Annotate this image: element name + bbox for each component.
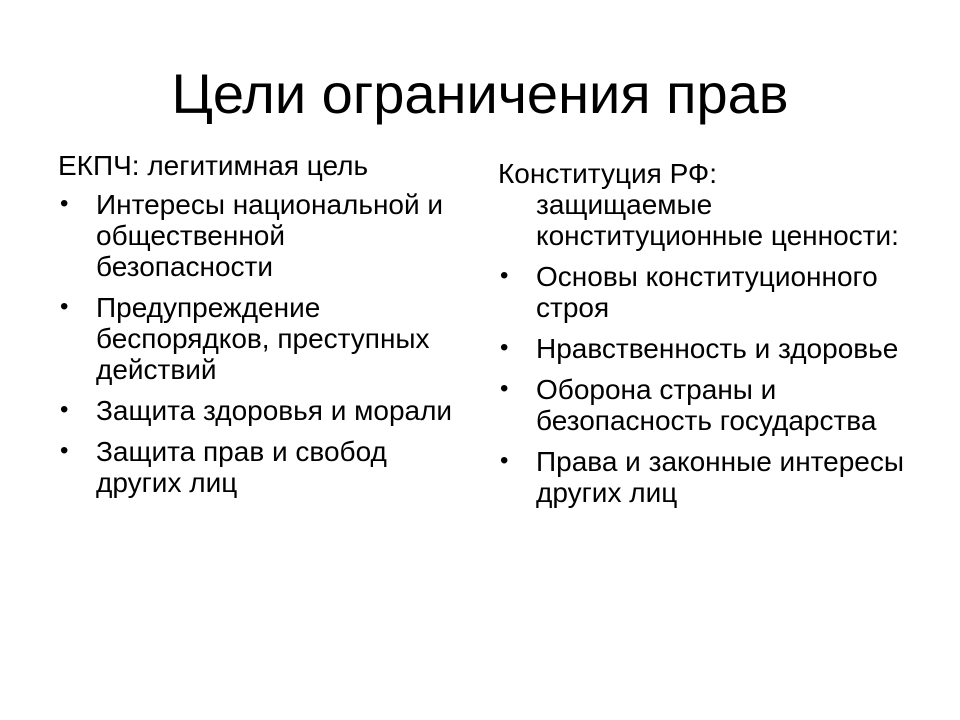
list-item-text: Интересы национальной и общественной безопасности — [96, 189, 444, 282]
right-heading — [498, 158, 938, 251]
bullet-icon: • — [60, 437, 69, 464]
right-heading-rest: защищаемые конституционные ценности: — [536, 189, 899, 251]
right-column — [498, 158, 938, 518]
list-item-text: Оборона страны и безопасность государства — [536, 374, 877, 436]
list-item-text: Защита здоровья и морали — [96, 395, 453, 426]
bullet-icon: • — [500, 334, 509, 361]
bullet-icon: • — [60, 293, 69, 320]
list-item — [58, 189, 458, 282]
right-list — [498, 261, 938, 508]
list-item — [58, 436, 458, 498]
list-item — [58, 292, 458, 385]
list-item-text: Предупреждение беспорядков, преступных действий — [96, 292, 430, 385]
slide-title: Цели ограничения прав — [171, 62, 789, 125]
right-heading-line1: Конституция РФ: — [498, 158, 717, 189]
list-item-text: Защита прав и свобод других лиц — [96, 436, 387, 498]
left-list — [58, 189, 458, 498]
list-item-text: Права и законные интересы других лиц — [536, 446, 905, 508]
list-item — [498, 261, 938, 323]
bullet-icon: • — [60, 396, 69, 423]
list-item — [498, 333, 938, 364]
list-item-text: Основы конституционного строя — [536, 261, 878, 323]
left-heading: ЕКПЧ: легитимная цель — [58, 150, 369, 181]
bullet-icon: • — [500, 262, 509, 289]
bullet-icon: • — [60, 190, 69, 217]
list-item-text: Нравственность и здоровье — [536, 333, 899, 364]
bullet-icon: • — [500, 447, 509, 474]
list-item — [498, 446, 938, 508]
list-item — [58, 395, 458, 426]
bullet-icon: • — [500, 375, 509, 402]
list-item — [498, 374, 938, 436]
left-column — [58, 150, 458, 508]
